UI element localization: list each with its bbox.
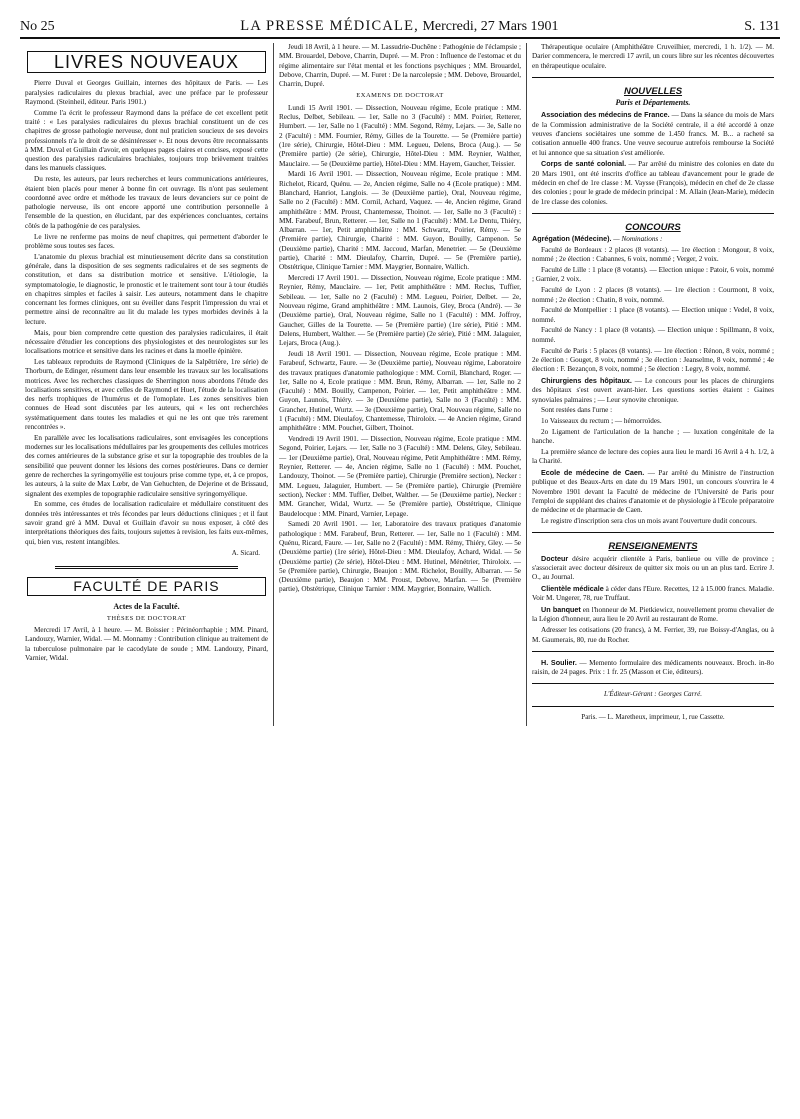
exam-day: Lundi 15 Avril 1901. — Dissection, Nouveau régime, Ecole pratique : MM. Reclus, Delbet, Sebileau. — 1er, Salle no 3 (Faculté) : MM. Poirier, Retterer, Humbert. — 1er, Salle no 1 (Faculté) : MM. Segond, Rémy, Lejars. — 3e, Salle no 2 (Faculté) : MM. Fournier, Rémy, Gilles de la Tourette. — 5e (Première partie) (1re série), Chirurgie, Hôtel-Dieu : MM. Legueu, Delens, Broca (Aug.). — 5e (Première partie) (2e série), Chirurgie, Hôtel-Dieu : MM. Reynier, Walther, Mauclaire. — 5e (Deuxième partie), Hôtel-Dieu : MM. Hayem, Gaucher, Teissier. — [279, 103, 521, 168]
review-paragraph: En somme, ces études de localisation radiculaire et médullaire constituent des données très intéressantes et très fécondes par leurs déductions cliniques ; et il faut savoir grand gré à MM. Duval et Guillain d'avoir su nous exposer, à côté des interprétations théoriques des faits, toujours sujettes à revision, les faits eux-mêmes, qui, bien vus, restent intangibles. — [25, 500, 268, 546]
news-list — [532, 110, 774, 206]
theses-heading: THÈSES DE DOCTORAT — [106, 614, 187, 622]
chirurgiens-item: 1o Vaisseaux du rectum ; — hémorroïdes. — [541, 417, 662, 426]
exam-day: Mardi 16 Avril 1901. — Dissection, Nouveau régime, Ecole pratique : MM. Richelot, Ricard, Quénu. — 2e, Ancien régime, Salle no 4 (Ecole pratique) : MM. Blanchard, Hanriot, Langlois. — 3e (Deuxième partie), Oral, Nouveau régime, Salle no 2 (Faculté) : MM. Cornil, Achard, Vaquez. — 4e, Ancien régime, Grand amphithéâtre : MM. Proust, Chantemesse, Thoinot. — 1er, Salle no 3 (Faculté) : MM. Farabeuf, Brun, Retterer. — 1er, Salle no 1 (Faculté) : MM. Le Dentu, Thiéry, Albarran. — 1er, Petit amphithéâtre : MM. Schwartz, Poirier, Rémy. — 5e (Première partie), Chirurgie, Charité : MM. Guyon, Bouilly, Campenon. 5e (Deuxième partie), Charité : MM. Jaccoud, Marfan, Menetrier. — 5e (Deuxième partie), Charité : MM. Dieulafoy, Charrin, Dupré. — 5e (Première partie), Obstétrique, Clinique Tarnier : MM. Maygrier, Bonnaire, Wallich. — [279, 170, 521, 272]
masthead — [20, 18, 780, 39]
divider — [532, 532, 774, 533]
divider — [532, 651, 774, 652]
ad-item: Docteur désire acquérir clientèle à Paris, banlieue ou ville de province ; s'associerait avec docteur désireux de quitter six mois ou un an plus tard. Ecrire J. O., au Journal. — [532, 553, 774, 582]
chirurgiens-item: 2o Ligament de l'articulation de la hanche ; — luxation congénitale de la hanche. — [532, 427, 774, 446]
review-paragraph: Pierre Duval et Georges Guillain, internes des hôpitaux de Paris. — Les paralysies radiculaires du plexus brachial, avec une préface par le professeur Raymond. (Steinheil, éditeur. Paris 1901.) — [25, 79, 268, 106]
caen-list — [532, 468, 774, 526]
chirurgiens-item: Sont restées dans l'urne : — [541, 406, 613, 415]
paris-departements-heading: Paris et Départements. — [615, 98, 691, 108]
agregation-lead: Agrégation (Médecine). — Nominations : — [532, 234, 663, 244]
divider — [532, 77, 774, 78]
column-1 — [20, 43, 273, 726]
ad-item: Clientèle médicale à céder dans l'Eure. Recettes, 12 à 15.000 francs. Maladie. Voir M. Ungerer, 78, rue Truffaut. — [532, 584, 774, 603]
actes-heading: Actes de la Faculté. — [113, 602, 180, 612]
column-3 — [526, 43, 779, 726]
agregation-item: Faculté de Lyon : 2 places (8 votants). — 1re élection : Courmont, 8 voix, nommé ; 2e élection : Chatin, 8 voix, nommé. — [532, 286, 774, 304]
column-2 — [273, 43, 526, 726]
exam-list — [279, 104, 521, 595]
agregation-item: Faculté de Paris : 5 places (8 votants). — 1re élection : Rénon, 8 voix, nommé ; 2e élection : Gouget, 8 voix, nommé ; 3e élection : Jeanselme, 8 voix, nommé ; 4e élection : F. Bezançon, 8 voix, nommé ; 5e élection : Legry, 8 voix, nommé. — [532, 346, 774, 374]
agregation-item: Faculté de Nancy : 1 place (8 votants). — Election unique : Spillmann, 8 voix, nommé. — [532, 326, 774, 344]
faculte-banner: FACULTÉ DE PARIS — [27, 577, 266, 596]
divider — [532, 683, 774, 684]
section-banner-livres: LIVRES NOUVEAUX — [27, 51, 266, 73]
ad-item: Adresser les cotisations (20 francs), à M. Ferrier, 39, rue Boissy-d'Anglas, ou à M. Gaumerais, 80, rue du Rocher. — [532, 626, 774, 644]
page-number: S. 131 — [744, 19, 780, 34]
ad-item: Un banquet en l'honneur de M. Pietkiewicz, nouvellement promu chevalier de la Légion d'honneur, aura lieu le 20 Avril au restaurant de Rome. — [532, 605, 774, 624]
issue-date: Mercredi, 27 Mars 1901 — [422, 19, 559, 34]
nouvelles-heading: NOUVELLES — [623, 85, 683, 97]
soulier-notice: H. Soulier. — Memento formulaire des médicaments nouveaux. Broch. in-8o raisin, de 24 pages. Prix : 1 fr. 25 (Masson et Cie, éditeurs). — [532, 657, 774, 677]
book-review — [25, 79, 268, 547]
chirurgiens-item: La première séance de lecture des copies aura lieu le mardi 16 Avril à 4 h. 1/2, à la Charité. — [532, 447, 774, 466]
theses-continued: Jeudi 18 Avril, à 1 heure. — M. Lassudrie-Duchêne : Pathogénie de l'éclampsie ; MM. Brouardel, Debove, Charrin, Dupré. — M. Pron : Influence de l'estomac et du régime alimentaire sur l'état mental et les fonctions psychiques ; MM. Brouardel, Debove, Charrin, Dupré. — M. Furet : De la narcolepsie ; MM. Debove, Brouardel, Charrin, Dupré. — [279, 43, 521, 89]
agregation-list — [532, 246, 774, 374]
agregation-item: Faculté de Bordeaux : 2 places (8 votants). — 1re élection : Mongour, 8 voix, nommé ; 2e élection : Cabannes, 6 voix, nommé ; Verger, 2 voix. — [532, 246, 774, 264]
exam-day: Jeudi 18 Avril 1901. — Dissection, Nouveau régime, Ecole pratique : MM. Farabeuf, Schwartz, Faure. — 3e (Deuxième partie), Nouveau régime, Laboratoire des travaux pratiques d'anatomie pathologique : MM. Cornil, Blanchard, Roger. — 1er, Salle no 4, Ecole pratique : MM. Brun, Rémy, Albarran. — 1er, Salle no 2 (Faculté) : MM. Bouilly, Campenon, Poirier. — 1er, Petit amphithéâtre : MM. Guyon, Launois, Thiéry. — 3e (Deuxième partie), Salle no 3 (Faculté) : MM. Grancher, Hutinel, Wurtz. — 3e (Deuxième partie), Oral, Nouveau régime, Salle no 1 (Faculté) : MM. Dieulafoy, Chantemesse, Thiroloix. — 4e Ancien régime, Grand amphithéâtre : MM. Pouchet, Gilbert, Thoinot. — [279, 350, 521, 433]
review-paragraph: Le livre ne renferme pas moins de neuf chapitres, qui permettent d'aborder le problème sous toutes ses faces. — [25, 232, 268, 250]
journal-title: LA PRESSE MÉDICALE, Mercredi, 27 Mars 1901 — [240, 18, 559, 34]
newspaper-page — [20, 0, 780, 1113]
divider — [532, 706, 774, 707]
ads-list — [532, 554, 774, 645]
agregation-item: Faculté de Montpellier : 1 place (8 votants). — Election unique : Vedel, 8 voix, nommé. — [532, 306, 774, 324]
renseignements-heading: RENSEIGNEMENTS — [608, 541, 698, 553]
review-paragraph: Mais, pour bien comprendre cette question des paralysies radiculaires, il était nécessaire d'étudier les conceptions des physiologistes et des neurologistes sur les localisations motrice et sensitive dans les racines et dans la moelle épinière. — [25, 328, 268, 356]
chirurgiens-list — [532, 376, 774, 467]
imprimeur: Paris. — L. Maretheux, imprimeur, 1, rue Cassette. — [581, 712, 725, 721]
review-paragraph: Comme l'a écrit le professeur Raymond dans la préface de cet excellent petit traité : « Les paralysies radiculaires du plexus brachial constituent un de ces chapitres de grosse pathologie nerveuse, dont nul praticien soucieux de ses devoirs professionnels n'a le droit de se désintéresser ». Et nous devons être reconnaissants à MM. Duval et Guillain d'avoir, en quelques pages claires et concises, exposé cette question des paralysies radiculaires brachiales, toujours trop brièvement traitées dans les manuels classiques. — [25, 108, 268, 173]
caen-item: Le registre d'inscription sera clos un mois avant l'ouverture dudit concours. — [541, 517, 757, 526]
editeur-gerant: L'Éditeur-Gérant : Georges Carré. — [604, 690, 702, 699]
review-paragraph: L'anatomie du plexus brachial est minutieusement décrite dans sa constitution générale, dans la disposition de ses segments radiculaires et de ses segments de constitution, et dans sa distribution motrice et sensitive. L'étiologie, la symptomatologie, le diagnostic, le pronostic et le traitement sont tour à tour étudiés en chapitres simples et faciles à saisir. Les auteurs, notamment dans le chapitre concernant les formes cliniques, ont su éveiller dans l'esprit l'impression du vrai et permettre ainsi de reconnaître au lit du malade les types morbides devinés à la lecture. — [25, 252, 268, 326]
exam-heading: EXAMENS DE DOCTORAT — [356, 92, 444, 100]
review-paragraph: Les tableaux reproduits de Raymond (Cliniques de la Salpêtrière, 1re série) de Thorburn, de Edinger, résument dans leur ensemble les travaux sur les localisations motrices. Avec les recherches classiques de Sherrington nous abordons l'étude des localisations sensitives, et avec celles de Raymond et Huet, l'étude de la localisation des nerfs trophiques de l'humérus et de l'omoplate. Les zones sensitives bien connues de Head sont discutées par les auteurs, qui « les ont recherchées systématiquement dans toutes les maladies et qui ne les ont que très rarement rencontrées ». — [25, 357, 268, 431]
agregation-item: Faculté de Lille : 1 place (8 votants). — Election unique : Patoir, 6 voix, nommé ; Garnier, 2 voix. — [532, 266, 774, 284]
theses-text: Mercredi 17 Avril, à 1 heure. — M. Boissier : Périnéorrhaphie ; MM. Pinard, Landouzy, Warnier, Widal. — M. Monnamy : Contribution clinique au traitement de la tuberculose pulmonaire par le cacodylate de soude ; MM. Landouzy, Pinard, Varnier, Widal. — [25, 626, 268, 662]
caen-item: Ecole de médecine de Caen. — Par arrêté du Ministre de l'instruction publique et des Beaux-Arts en date du 19 Mars 1901, un concours s'ouvrira le 4 Novembre 1901 devant la Faculté de médecine de l'Université de Paris pour l'emploi de suppléant des chaires d'anatomie et de physiologie à l'Ecole préparatoire de médecine et de pharmacie de Caen. — [532, 468, 774, 515]
exam-day: Samedi 20 Avril 1901. — 1er, Laboratoire des travaux pratiques d'anatomie pathologique : MM. Farabeuf, Brun, Retterer. — 1er, Salle no 1 (Faculté) : MM. Quénu, Ricard, Faure. — 1er, Salle no 2 (Faculté) : MM. Rémy, Thiéry, Gley. — 5e (Deuxième partie) (1re série), Hôtel-Dieu : MM. Dieulafoy, Achard, Widal. — 5e (Deuxième partie) (2e série), Hôtel-Dieu : MM. Hutinel, Ménétrier, Thiroloix. — 5e (Première partie), Chirurgie, Beaujon : MM. Richelot, Bouilly, Albarran. — 5e (Deuxième partie), Beaujon : MM. Proust, Debove, Marfan. — 5e (Première partie), Obstétrique, Clinique Tarnier : MM. Maygrier, Bonnaire, Wallich. — [279, 520, 521, 594]
exam-day: Mercredi 17 Avril 1901. — Dissection, Nouveau régime, Ecole pratique : MM. Reynier, Rémy, Mauclaire. — 1er, Petit amphithéâtre : MM. Reclus, Tuffier, Sebileau. — 1er, Salle no 2 (Faculté) : MM. Legueu, Poirier, Delbet. — 2e, Nouveau régime, Grand amphithéâtre : MM. Launois, Gley, Broca (André). — 3e (Deuxième partie), Oral, Nouveau régime, Salle no 1 (Faculté) : MM. Joffroy, Gaucher, Gilles de la Tourette. — 5e (Première partie) (1re série), Pitié : MM. Delens, Humbert, Walther. — 5e (Première partie) (2e série), Pitié : MM. Jalaguier, Lejars, Broca (Aug.). — [279, 274, 521, 348]
review-signature: A. Sicard. — [231, 548, 260, 557]
exam-day: Vendredi 19 Avril 1901. — Dissection, Nouveau régime, Ecole pratique : MM. Segond, Poirier, Lejars. — 1er, Salle no 3 (Faculté) : MM. Delens, Gley, Sebileau. — 1er (Deuxième partie), Oral, Nouveau régime, Petit Amphithéâtre : MM. Rémy, Reynier, Retterer. — 4e, Ancien régime, Salle no 1 (Faculté) : MM. Pouchet, Landouzy, Thoinot. — 5e (Première partie), Chirurgie (Première section), Necker : MM. Legueu, Jalaguier, Humbert. — 5e (Première partie), Chirurgie (Première section), Necker : MM. Tuffier, Delbet, Walther. — 5e (Deuxième partie), Necker : MM. Grancher, Widal, Wurtz. — 5e (Première partie), Obstétrique, Clinique Baudelocque : MM. Pinard, Varnier, Lepage. — [279, 435, 521, 518]
divider — [532, 213, 774, 214]
divider — [55, 566, 238, 569]
issue-number: No 25 — [20, 19, 55, 34]
news-item: Association des médecins de France. — Dans la séance du mois de Mars de la Commission administrative de la Société centrale, il a été accordé à onze veuves d'anciens sociétaires une somme de 1.450 francs. M. B... a racheté sa cotisation annuelle 400 francs. Une veuve secourue autrefois rembourse la Société et lui annonce que sa situation s'est améliorée. — [532, 110, 774, 157]
therapeutique-notice: Thérapeutique oculaire (Amphithéâtre Cruveilhier, mercredi, 1 h. 1/2). — M. Darier commencera, le mercredi 17 avril, un cours libre sur les récentes découvertes en thérapeutique oculaire. — [532, 43, 774, 70]
review-paragraph: Du reste, les auteurs, par leurs recherches et leurs communications antérieures, étaient bien placés pour mener à bonne fin cet ouvrage. Ils n'ont pas seulement coordonné avec ordre et méthode les travaux de leurs devanciers sur ce point de pathologie nerveuse, ils ont encore apporté une contribution personnelle à l'ensemble de la question, en élucidant, par des expériences concluantes, certains côtés de la pathogénie de ces paralysies. — [25, 175, 268, 230]
chirurgiens-item: Chirurgiens des hôpitaux. — Le concours pour les places de chirurgiens des hôpitaux s'est ouvert avant-hier. Les questions sorties étaient : Gaines synoviales palmaires ; — Leur synovite chronique. — [532, 375, 774, 404]
concours-heading: CONCOURS — [625, 221, 681, 233]
review-paragraph: En parallèle avec les localisations radiculaires, sont envisagées les conceptions modernes sur les localisations médullaires par les groupements des cellules motrices des cornes antérieures de la substance grise et sur la topographie des troubles de la sensibilité que peuvent donner les lésions des cornes postérieures. Dans ce dernier genre de recherches la syringomyélie est toujours prise comme type, et, à ce propos, les auteurs, à la suite de Max Lœbr, de Van Gehuchten, de Dejerine et de Brissaud, signalent des exemples de topographie radiculaire sensitive syringomyélique. — [25, 433, 268, 498]
news-item: Corps de santé colonial. — Par arrêté du ministre des colonies en date du 20 Mars 1901, ont été inscrits d'office au tableau d'avancement pour le grade de médecin en chef de 1re classe : M. Vaysse (François), médecin en chef de 2e classe des colonies ; pour le grade de médecin principal : M. Allain (Jean-Marie), médecin de 1re classe des colonies. — [532, 159, 774, 206]
